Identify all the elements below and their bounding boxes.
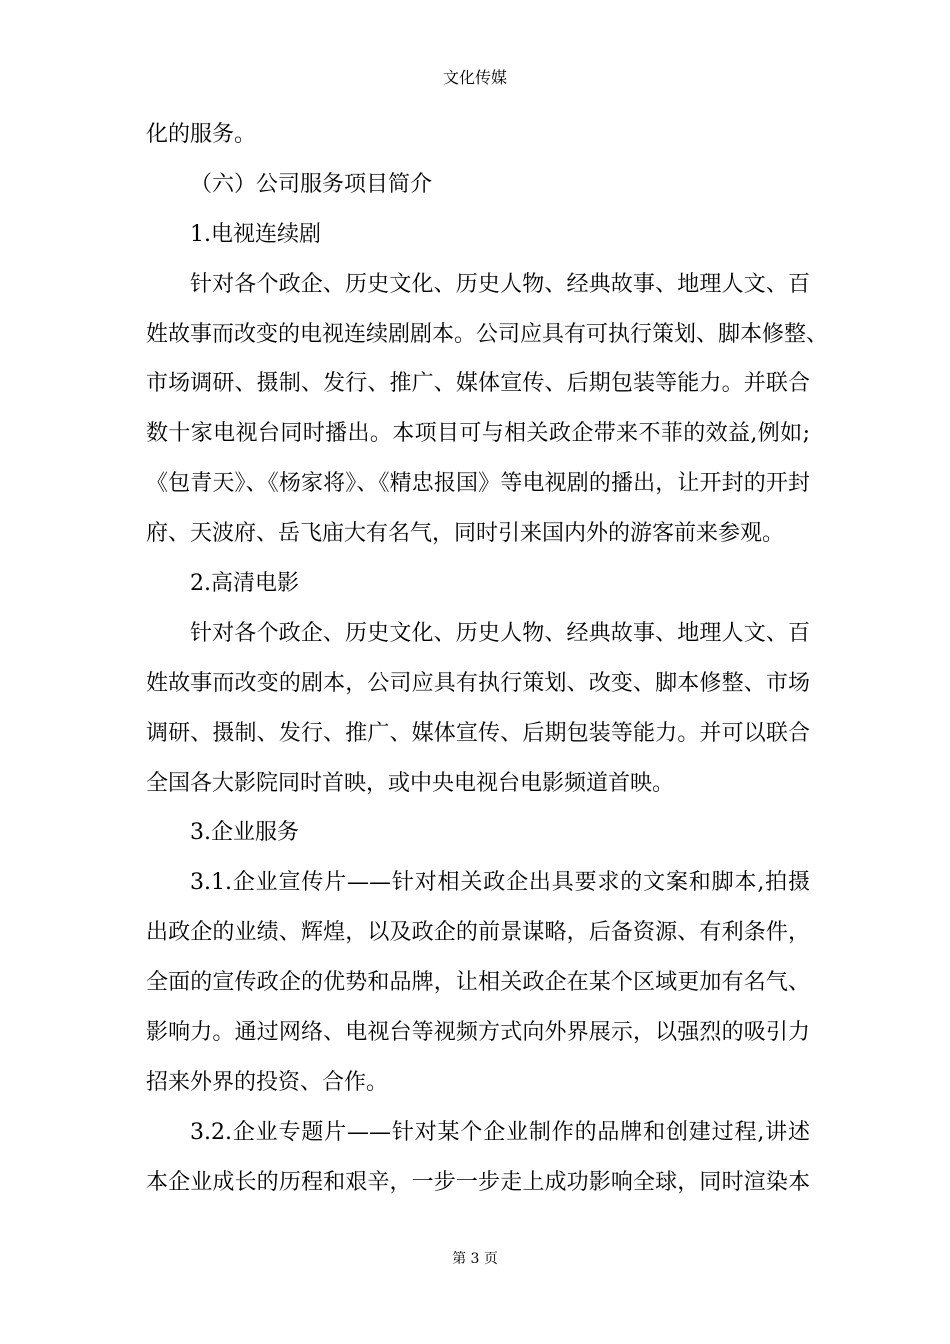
- text-line: 2.高清电影: [190, 571, 299, 597]
- document-body: [146, 110, 829, 1208]
- text-line: 府、天波府、岳飞庙大有名气，同时引来国内外的游客前来参观。: [146, 521, 785, 547]
- text-line: 全面的宣传政企的优势和品牌，让相关政企在某个区域更加有名气、: [146, 970, 810, 996]
- text-line: 针对各个政企、历史文化、历史人物、经典故事、地理人文、百: [190, 620, 810, 646]
- text-line: 全国各大影院同时首映，或中央电视台电影频道首映。: [146, 770, 675, 796]
- text-line: 招来外界的投资、合作。: [146, 1069, 389, 1095]
- text-line: （六）公司服务项目简介: [190, 171, 433, 197]
- text-line: 3.2.企业专题片——针对某个企业制作的品牌和创建过程,讲述: [190, 1119, 810, 1145]
- text-line: 出政企的业绩、辉煌，以及政企的前景谋略，后备资源、有利条件，: [146, 920, 810, 946]
- text-line: 数十家电视台同时播出。本项目可与相关政企带来不菲的效益,例如;: [146, 421, 810, 447]
- page-number: 第 3 页: [452, 1251, 498, 1267]
- text-line: 3.企业服务: [190, 820, 299, 846]
- text-line: 本企业成长的历程和艰辛，一步一步走上成功影响全球，同时渲染本: [146, 1169, 810, 1195]
- text-line: 1.电视连续剧: [190, 221, 321, 247]
- text-line: 影响力。通过网络、电视台等视频方式向外界展示，以强烈的吸引力: [146, 1020, 810, 1046]
- page-header: 文化传媒: [442, 68, 507, 87]
- text-line: 调研、摄制、发行、推广、媒体宣传、后期包装等能力。并可以联合: [146, 720, 810, 746]
- text-line: 《包青天》、《杨家将》、《精忠报国》等电视剧的播出，让开封的开封: [146, 471, 810, 497]
- text-line: 针对各个政企、历史文化、历史人物、经典故事、地理人文、百: [190, 271, 810, 297]
- text-line: 化的服务。: [146, 122, 257, 147]
- text-line: 姓故事而改变的剧本，公司应具有执行策划、改变、脚本修整、市场: [146, 670, 810, 696]
- text-line: 姓故事而改变的电视连续剧剧本。公司应具有可执行策划、脚本修整、: [146, 321, 829, 347]
- text-line: 市场调研、摄制、发行、推广、媒体宣传、后期包装等能力。并联合: [146, 371, 810, 397]
- text-line: 3.1.企业宣传片——针对相关政企出具要求的文案和脚本,拍摄: [190, 870, 810, 896]
